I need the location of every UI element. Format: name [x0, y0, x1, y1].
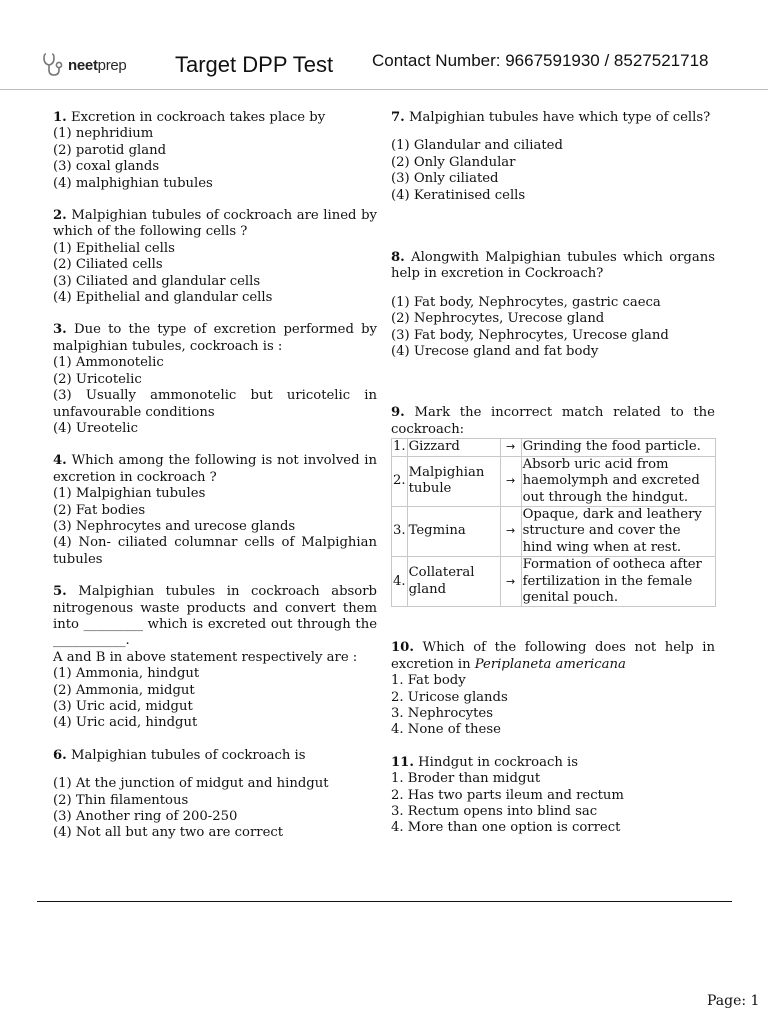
species-name: Periplaneta americana — [474, 656, 626, 672]
question-text: Which among the following is not involved in excretion in cockroach ? — [53, 453, 377, 485]
arrow-icon: → — [500, 439, 521, 456]
option[interactable]: (4) Non- ciliated columnar cells of Malpighian tubules — [53, 535, 377, 567]
left-column — [53, 110, 377, 842]
question-text: Hindgut in cockroach is — [418, 754, 579, 770]
option[interactable]: (3) Fat body, Nephrocytes, Urecose gland — [391, 327, 669, 343]
option[interactable]: (1) Malpighian tubules — [53, 486, 206, 502]
question-text: Malpighian tubules in cockroach absorb nitrogenous waste products and convert them into _________ which is excreted out through the ___________. — [53, 584, 377, 649]
option[interactable]: (2) Only Glandular — [391, 154, 516, 170]
question-number: 9. — [391, 405, 405, 421]
table-row[interactable] — [392, 557, 716, 607]
option[interactable]: (4) Epithelial and glandular cells — [53, 290, 273, 306]
option[interactable]: (4) malphighian tubules — [53, 175, 213, 191]
question-text: Due to the type of excretion performed by malpighian tubules, cockroach is : — [53, 322, 377, 354]
option[interactable]: (3) Usually ammonotelic but uricotelic in unfavourable conditions — [53, 388, 377, 420]
question-10 — [391, 640, 715, 738]
question-9 — [391, 405, 715, 438]
option[interactable]: (2) Ciliated cells — [53, 257, 163, 273]
match-table — [391, 438, 716, 607]
option[interactable]: (3) Another ring of 200-250 — [53, 809, 238, 825]
page-header — [0, 0, 768, 90]
option[interactable]: (3) Ciliated and glandular cells — [53, 273, 261, 289]
question-text: Mark the incorrect match related to the cockroach: — [391, 405, 715, 437]
option[interactable]: (2) parotid gland — [53, 142, 167, 158]
option[interactable]: (4) Ureotelic — [53, 420, 138, 436]
question-1 — [53, 110, 377, 192]
question-text: Excretion in cockroach takes place by — [70, 110, 326, 125]
item-description: Formation of ootheca after fertilization in the female genital pouch. — [521, 557, 715, 607]
neetprep-logo[interactable] — [42, 52, 126, 78]
item-name: Collateral gland — [407, 557, 500, 607]
option[interactable]: (2) Fat bodies — [53, 502, 146, 518]
page-title: Target DPP Test — [175, 52, 334, 77]
question-text: Alongwith Malpighian tubules which organs help in excretion in Cockroach? — [391, 250, 715, 282]
option[interactable]: (4) Keratinised cells — [391, 187, 526, 203]
option[interactable]: (1) At the junction of midgut and hindgut — [53, 776, 329, 792]
question-text: Which of the following does not help in excretion in — [391, 640, 715, 672]
option[interactable]: 2. Uricose glands — [391, 689, 508, 705]
item-name: Malpighian tubule — [407, 456, 500, 506]
option[interactable]: 3. Rectum opens into blind sac — [391, 804, 598, 819]
contact-number: Contact Number: 9667591930 / 8527521718 — [372, 51, 709, 70]
page-number: Page: 1 — [707, 993, 760, 1009]
question-2 — [53, 208, 377, 306]
option[interactable]: (1) Epithelial cells — [53, 240, 175, 256]
logo-prep: prep — [97, 56, 127, 74]
option[interactable]: 3. Nephrocytes — [391, 705, 494, 721]
option[interactable]: 2. Has two parts ileum and rectum — [391, 787, 624, 803]
question-4 — [53, 453, 377, 568]
question-11 — [391, 755, 715, 837]
option[interactable]: (1) Glandular and ciliated — [391, 138, 563, 154]
option[interactable]: (3) coxal glands — [53, 159, 160, 175]
arrow-icon: → — [500, 456, 521, 506]
option[interactable]: (2) Nephrocytes, Urecose gland — [391, 311, 605, 327]
question-5 — [53, 584, 377, 732]
stethoscope-icon — [42, 52, 66, 78]
table-row[interactable] — [392, 506, 716, 556]
question-number: 2. — [53, 208, 67, 224]
right-column — [391, 110, 715, 837]
option[interactable]: (1) Fat body, Nephrocytes, gastric caeca — [391, 294, 661, 310]
question-number: 1. — [53, 110, 67, 125]
option[interactable]: 1. Broder than midgut — [391, 771, 541, 787]
item-description: Absorb uric acid from haemolymph and excreted out through the hindgut. — [521, 456, 715, 506]
option[interactable]: (2) Uricotelic — [53, 371, 142, 387]
option[interactable]: (3) Only ciliated — [391, 171, 499, 187]
option[interactable]: (1) nephridium — [53, 126, 154, 142]
question-number: 7. — [391, 110, 405, 125]
question-3 — [53, 322, 377, 437]
option[interactable]: (1) Ammonotelic — [53, 355, 164, 371]
question-text: Malpighian tubules have which type of cells? — [408, 110, 711, 125]
question-number: 3. — [53, 322, 67, 338]
question-number: 11. — [391, 754, 414, 770]
option[interactable]: (2) Ammonia, midgut — [53, 682, 195, 698]
question-number: 8. — [391, 250, 405, 266]
arrow-icon: → — [500, 557, 521, 607]
table-row[interactable] — [392, 439, 716, 456]
logo-neet: neet — [68, 56, 98, 74]
question-subtext: A and B in above statement respectively are : — [53, 649, 358, 665]
question-text: Malpighian tubules of cockroach are lined by which of the following cells ? — [53, 208, 377, 240]
option[interactable]: 4. None of these — [391, 722, 501, 738]
question-number: 4. — [53, 453, 67, 469]
row-number: 4. — [392, 557, 408, 607]
option[interactable]: (4) Urecose gland and fat body — [391, 344, 599, 360]
option[interactable]: 1. Fat body — [391, 673, 466, 689]
question-8 — [391, 250, 715, 360]
option[interactable]: (1) Ammonia, hindgut — [53, 666, 200, 682]
question-6 — [53, 748, 377, 842]
table-row[interactable] — [392, 456, 716, 506]
option[interactable]: (3) Uric acid, midgut — [53, 699, 193, 714]
question-text: Malpighian tubules of cockroach is — [70, 747, 306, 763]
row-number: 2. — [392, 456, 408, 506]
footer-divider — [37, 901, 732, 902]
logo-text — [68, 57, 126, 74]
question-number: 6. — [53, 747, 67, 763]
option[interactable]: (4) Uric acid, hindgut — [53, 715, 198, 731]
option[interactable]: (2) Thin filamentous — [53, 792, 189, 808]
arrow-icon: → — [500, 506, 521, 556]
item-name: Gizzard — [407, 439, 500, 456]
option[interactable]: (3) Nephrocytes and urecose glands — [53, 518, 296, 534]
item-description: Opaque, dark and leathery structure and cover the hind wing when at rest. — [521, 506, 715, 556]
item-description: Grinding the food particle. — [521, 439, 715, 456]
question-number: 10. — [391, 640, 414, 656]
item-name: Tegmina — [407, 506, 500, 556]
option[interactable]: (4) Not all but any two are correct — [53, 825, 284, 841]
row-number: 1. — [393, 439, 406, 455]
question-number: 5. — [53, 584, 67, 600]
option[interactable]: 4. More than one option is correct — [391, 820, 621, 836]
question-7 — [391, 110, 715, 204]
row-number: 3. — [392, 506, 408, 556]
